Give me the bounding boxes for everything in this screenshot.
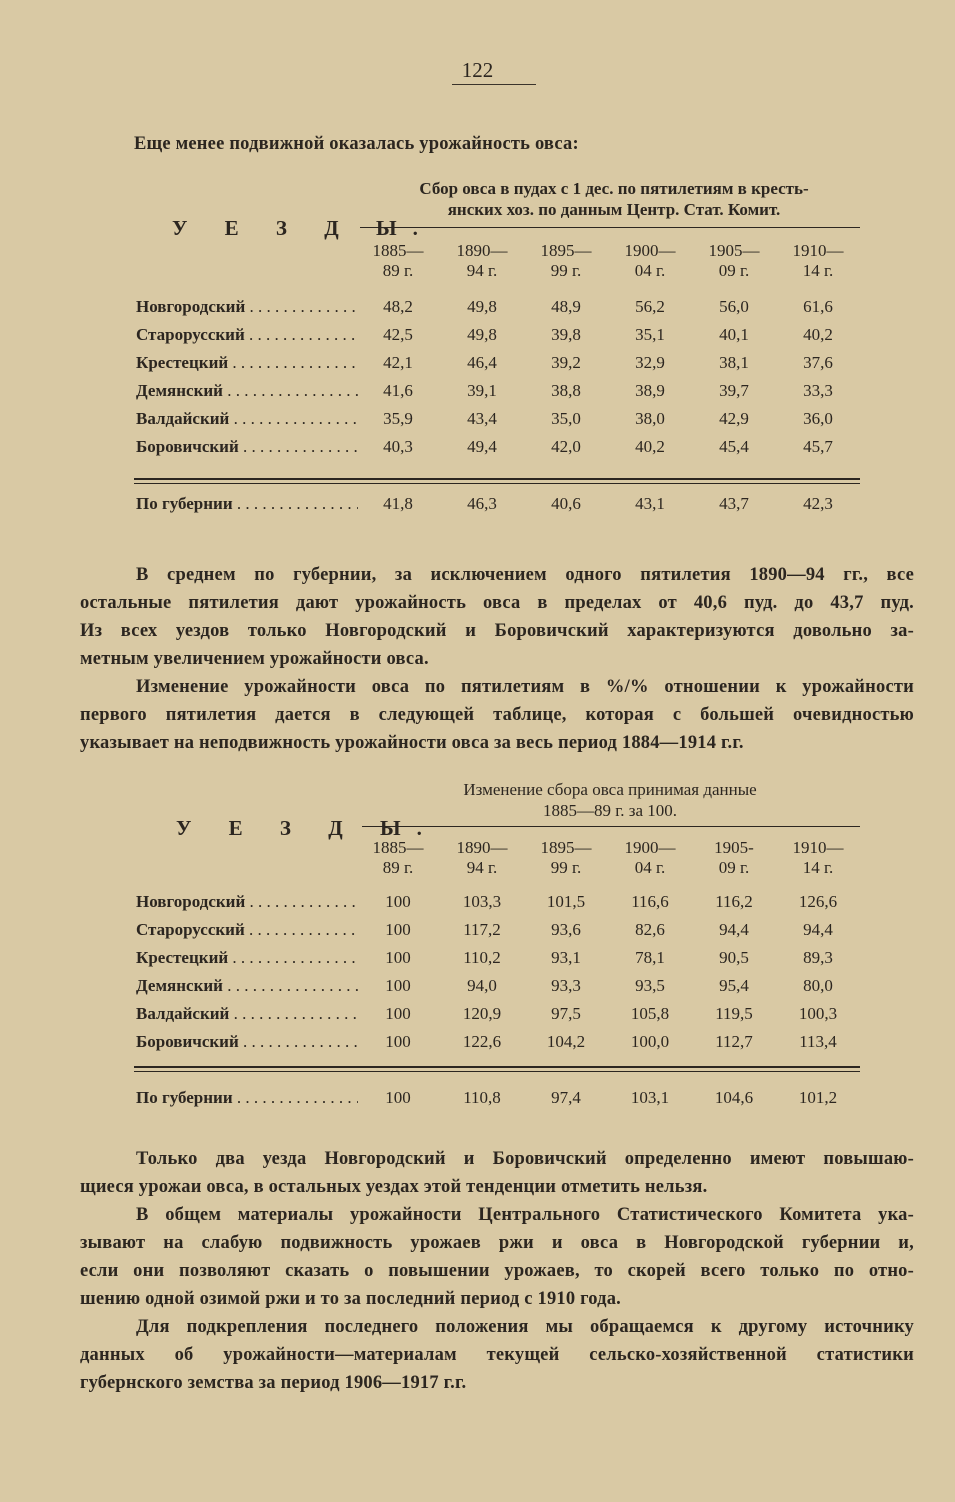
para5-line: данных об урожайности—материалам текущей сельско-хозяйственной статистики bbox=[80, 1345, 914, 1365]
table-row-label bbox=[136, 1004, 358, 1024]
uezd-name: По губернии bbox=[136, 494, 233, 513]
table2-heading bbox=[400, 779, 820, 821]
table-cell: 43,4 bbox=[467, 409, 497, 428]
para5-line: Для подкрепления последнего положения мы обращаемся к другому источнику bbox=[136, 1317, 914, 1337]
table-cell: 42,3 bbox=[803, 494, 833, 513]
table-cell: 36,0 bbox=[803, 409, 833, 428]
table-cell: 35,0 bbox=[551, 409, 581, 428]
col-year-top: 1885— bbox=[372, 838, 424, 857]
table-cell: 39,8 bbox=[551, 325, 581, 344]
table2-heading-line: Изменение сбора овса принимая данные bbox=[463, 780, 757, 799]
table2-total-rule bbox=[134, 1066, 860, 1068]
table2-col-header bbox=[610, 838, 690, 878]
col-year-top: 1905- bbox=[714, 838, 754, 857]
table-cell: 90,5 bbox=[719, 948, 749, 967]
para1-line: В среднем по губернии, за исключением одного пятилетия 1890—94 гг., все bbox=[136, 565, 914, 585]
table-cell: 38,9 bbox=[635, 381, 665, 400]
table-cell: 112,7 bbox=[715, 1032, 753, 1051]
table-cell: 100 bbox=[385, 948, 411, 967]
table-cell: 46,4 bbox=[467, 353, 497, 372]
table-cell: 42,0 bbox=[551, 437, 581, 456]
uezd-name: Новгородский bbox=[136, 892, 246, 911]
table-cell: 49,8 bbox=[467, 325, 497, 344]
table-row-label bbox=[136, 1032, 358, 1052]
para1-line: Из всех уездов только Новгородский и Боровичский характеризуются довольно за- bbox=[80, 621, 914, 641]
table-cell: 48,2 bbox=[383, 297, 413, 316]
table-cell: 33,3 bbox=[803, 381, 833, 400]
para4-line: В общем материалы урожайности Центрального Статистического Комитета ука- bbox=[136, 1205, 914, 1225]
col-year-bottom: 04 г. bbox=[634, 858, 666, 877]
col-year-top: 1885— bbox=[372, 241, 424, 260]
table-cell: 100 bbox=[385, 1004, 411, 1023]
table-row-label bbox=[136, 976, 358, 996]
table-cell: 93,5 bbox=[635, 976, 665, 995]
table-cell: 94,0 bbox=[467, 976, 497, 995]
para4-line: зывают на слабую подвижность урожаев ржи и овса в Новгородской губернии и, bbox=[80, 1233, 914, 1253]
para1-line: метным увеличением урожайности овса. bbox=[80, 649, 429, 669]
table-cell: 42,5 bbox=[383, 325, 413, 344]
table-cell: 93,6 bbox=[551, 920, 581, 939]
col-year-top: 1895— bbox=[540, 241, 592, 260]
para2-line: Изменение урожайности овса по пятилетиям в %/% отношении к урожайности bbox=[136, 677, 914, 697]
total-row-label bbox=[136, 1088, 358, 1108]
col-year-bottom: 04 г. bbox=[634, 261, 666, 280]
para5-line: губернского земства за период 1906—1917 г.г. bbox=[80, 1373, 467, 1393]
table-cell: 95,4 bbox=[719, 976, 749, 995]
table-cell: 39,2 bbox=[551, 353, 581, 372]
table-cell: 93,1 bbox=[551, 948, 581, 967]
table-cell: 46,3 bbox=[467, 494, 497, 513]
table-cell: 89,3 bbox=[803, 948, 833, 967]
col-year-top: 1900— bbox=[624, 838, 676, 857]
table-cell: 82,6 bbox=[635, 920, 665, 939]
table1-row-header: У Е З Д Ы. bbox=[172, 216, 434, 240]
col-year-bottom: 09 г. bbox=[718, 261, 750, 280]
col-year-bottom: 94 г. bbox=[466, 261, 498, 280]
col-year-bottom: 14 г. bbox=[802, 261, 834, 280]
table-cell: 41,6 bbox=[383, 381, 413, 400]
table1-total-rule bbox=[134, 478, 860, 480]
table1-col-header bbox=[694, 241, 774, 281]
table-cell: 101,5 bbox=[546, 892, 586, 911]
total-row-label bbox=[136, 494, 358, 514]
table-cell: 100,3 bbox=[798, 1004, 838, 1023]
table-row-label bbox=[136, 409, 358, 429]
para3-line: Только два уезда Новгородский и Боровичский определенно имеют повышаю- bbox=[136, 1149, 914, 1169]
table-row-label bbox=[136, 297, 358, 317]
page-number-rule bbox=[452, 84, 536, 85]
table-cell: 93,3 bbox=[551, 976, 581, 995]
col-year-top: 1895— bbox=[540, 838, 592, 857]
table-cell: 41,8 bbox=[383, 494, 413, 513]
table2-col-header bbox=[778, 838, 858, 878]
para2-line: указывает на неподвижность урожайности овса за весь период 1884—1914 г.г. bbox=[80, 733, 744, 753]
table-cell: 100 bbox=[385, 892, 411, 911]
table-cell: 126,6 bbox=[798, 892, 838, 911]
table-row-label bbox=[136, 353, 358, 373]
uezd-name: Старорусский bbox=[136, 920, 245, 939]
table2-heading-line: 1885—89 г. за 100. bbox=[542, 801, 678, 820]
table-cell: 48,9 bbox=[551, 297, 581, 316]
table-cell: 80,0 bbox=[803, 976, 833, 995]
col-year-bottom: 99 г. bbox=[550, 858, 582, 877]
para2-line: первого пятилетия дается в следующей таблице, которая с большей очевидностью bbox=[80, 705, 914, 725]
table2-head-rule bbox=[362, 826, 860, 827]
uezd-name: Крестецкий bbox=[136, 353, 229, 372]
col-year-bottom: 94 г. bbox=[466, 858, 498, 877]
table2-row-header: У Е З Д Ы. bbox=[176, 816, 438, 840]
table-cell: 38,0 bbox=[635, 409, 665, 428]
table-cell: 94,4 bbox=[803, 920, 833, 939]
table-cell: 122,6 bbox=[462, 1032, 502, 1051]
table-cell: 38,8 bbox=[551, 381, 581, 400]
table-cell: 103,3 bbox=[462, 892, 502, 911]
table-cell: 100 bbox=[385, 1088, 411, 1107]
table2-col-header bbox=[526, 838, 606, 878]
table1-col-header bbox=[442, 241, 522, 281]
table-cell: 32,9 bbox=[635, 353, 665, 372]
table-cell: 110,2 bbox=[463, 948, 501, 967]
table-cell: 42,9 bbox=[719, 409, 749, 428]
table-cell: 49,4 bbox=[467, 437, 497, 456]
table-cell: 104,6 bbox=[714, 1088, 754, 1107]
table-cell: 38,1 bbox=[719, 353, 749, 372]
uezd-name: Крестецкий bbox=[136, 948, 229, 967]
uezd-name: Боровичский bbox=[136, 1032, 239, 1051]
table-cell: 97,5 bbox=[551, 1004, 581, 1023]
uezd-name: Демянский bbox=[136, 976, 223, 995]
table-cell: 43,1 bbox=[635, 494, 665, 513]
table1-col-header bbox=[778, 241, 858, 281]
table2-col-header bbox=[694, 838, 774, 878]
uezd-name: Старорусский bbox=[136, 325, 245, 344]
page-number: 122 bbox=[461, 58, 494, 82]
table-cell: 78,1 bbox=[635, 948, 665, 967]
table-cell: 49,8 bbox=[467, 297, 497, 316]
uezd-name: Боровичский bbox=[136, 437, 239, 456]
table-row-label bbox=[136, 892, 358, 912]
table-cell: 39,7 bbox=[719, 381, 749, 400]
table1-heading-line: янских хоз. по данным Центр. Стат. Комит. bbox=[447, 200, 781, 219]
table-cell: 56,0 bbox=[719, 297, 749, 316]
table-cell: 35,9 bbox=[383, 409, 413, 428]
col-year-top: 1905— bbox=[708, 241, 760, 260]
uezd-name: Демянский bbox=[136, 381, 223, 400]
table-row-label bbox=[136, 325, 358, 345]
table-cell: 45,4 bbox=[719, 437, 749, 456]
table-cell: 40,1 bbox=[719, 325, 749, 344]
table1-col-header bbox=[610, 241, 690, 281]
table-cell: 42,1 bbox=[383, 353, 413, 372]
table-cell: 104,2 bbox=[546, 1032, 586, 1051]
table2-col-header bbox=[442, 838, 522, 878]
table-cell: 40,2 bbox=[803, 325, 833, 344]
table-cell: 61,6 bbox=[803, 297, 833, 316]
table-cell: 40,6 bbox=[551, 494, 581, 513]
col-year-top: 1910— bbox=[792, 838, 844, 857]
col-year-top: 1900— bbox=[624, 241, 676, 260]
table-cell: 110,8 bbox=[463, 1088, 501, 1107]
uezd-name: Валдайский bbox=[136, 409, 230, 428]
col-year-top: 1890— bbox=[456, 838, 508, 857]
col-year-bottom: 89 г. bbox=[382, 261, 414, 280]
table-cell: 40,2 bbox=[635, 437, 665, 456]
col-year-top: 1890— bbox=[456, 241, 508, 260]
col-year-bottom: 09 г. bbox=[718, 858, 750, 877]
para4-line: если они позволяют сказать о повышении урожаев, то скорей всего только по отно- bbox=[80, 1261, 914, 1281]
table1-col-header bbox=[526, 241, 606, 281]
col-year-bottom: 99 г. bbox=[550, 261, 582, 280]
para3-line: щиеся урожаи овса, в остальных уездах этой тенденции отметить нельзя. bbox=[80, 1177, 708, 1197]
table1-head-rule bbox=[360, 227, 860, 228]
table-cell: 117,2 bbox=[463, 920, 501, 939]
table-cell: 100,0 bbox=[630, 1032, 670, 1051]
table-cell: 100 bbox=[385, 1032, 411, 1051]
table1-heading bbox=[368, 178, 860, 220]
table-cell: 43,7 bbox=[719, 494, 749, 513]
intro-text: Еще менее подвижной оказалась урожайность овса: bbox=[134, 134, 579, 154]
table-cell: 56,2 bbox=[635, 297, 665, 316]
table-cell: 105,8 bbox=[630, 1004, 670, 1023]
table-row-label bbox=[136, 381, 358, 401]
table-row-label bbox=[136, 948, 358, 968]
table-cell: 100 bbox=[385, 920, 411, 939]
table-cell: 97,4 bbox=[551, 1088, 581, 1107]
table1-total-rule-2 bbox=[134, 483, 860, 484]
para4-line: шению одной озимой ржи и то за последний период с 1910 года. bbox=[80, 1289, 622, 1309]
uezd-name: Валдайский bbox=[136, 1004, 230, 1023]
table2-total-rule-2 bbox=[134, 1071, 860, 1072]
para1-line: остальные пятилетия дают урожайность овса в пределах от 40,6 пуд. до 43,7 пуд. bbox=[80, 593, 914, 613]
col-year-bottom: 14 г. bbox=[802, 858, 834, 877]
table-row-label bbox=[136, 920, 358, 940]
table-cell: 101,2 bbox=[798, 1088, 838, 1107]
table-cell: 37,6 bbox=[803, 353, 833, 372]
table-cell: 35,1 bbox=[635, 325, 665, 344]
table-cell: 116,2 bbox=[715, 892, 753, 911]
table-cell: 40,3 bbox=[383, 437, 413, 456]
uezd-name: По губернии bbox=[136, 1088, 233, 1107]
table1-heading-line: Сбор овса в пудах с 1 дес. по пятилетиям в кресть- bbox=[419, 179, 809, 198]
uezd-name: Новгородский bbox=[136, 297, 246, 316]
table-cell: 100 bbox=[385, 976, 411, 995]
table-cell: 113,4 bbox=[799, 1032, 837, 1051]
table-cell: 103,1 bbox=[630, 1088, 670, 1107]
table-cell: 116,6 bbox=[631, 892, 669, 911]
table-cell: 94,4 bbox=[719, 920, 749, 939]
table-cell: 119,5 bbox=[715, 1004, 753, 1023]
col-year-bottom: 89 г. bbox=[382, 858, 414, 877]
table-cell: 39,1 bbox=[467, 381, 497, 400]
table-row-label bbox=[136, 437, 358, 457]
table2-col-header bbox=[358, 838, 438, 878]
table-cell: 45,7 bbox=[803, 437, 833, 456]
col-year-top: 1910— bbox=[792, 241, 844, 260]
table-cell: 120,9 bbox=[462, 1004, 502, 1023]
table1-col-header bbox=[358, 241, 438, 281]
